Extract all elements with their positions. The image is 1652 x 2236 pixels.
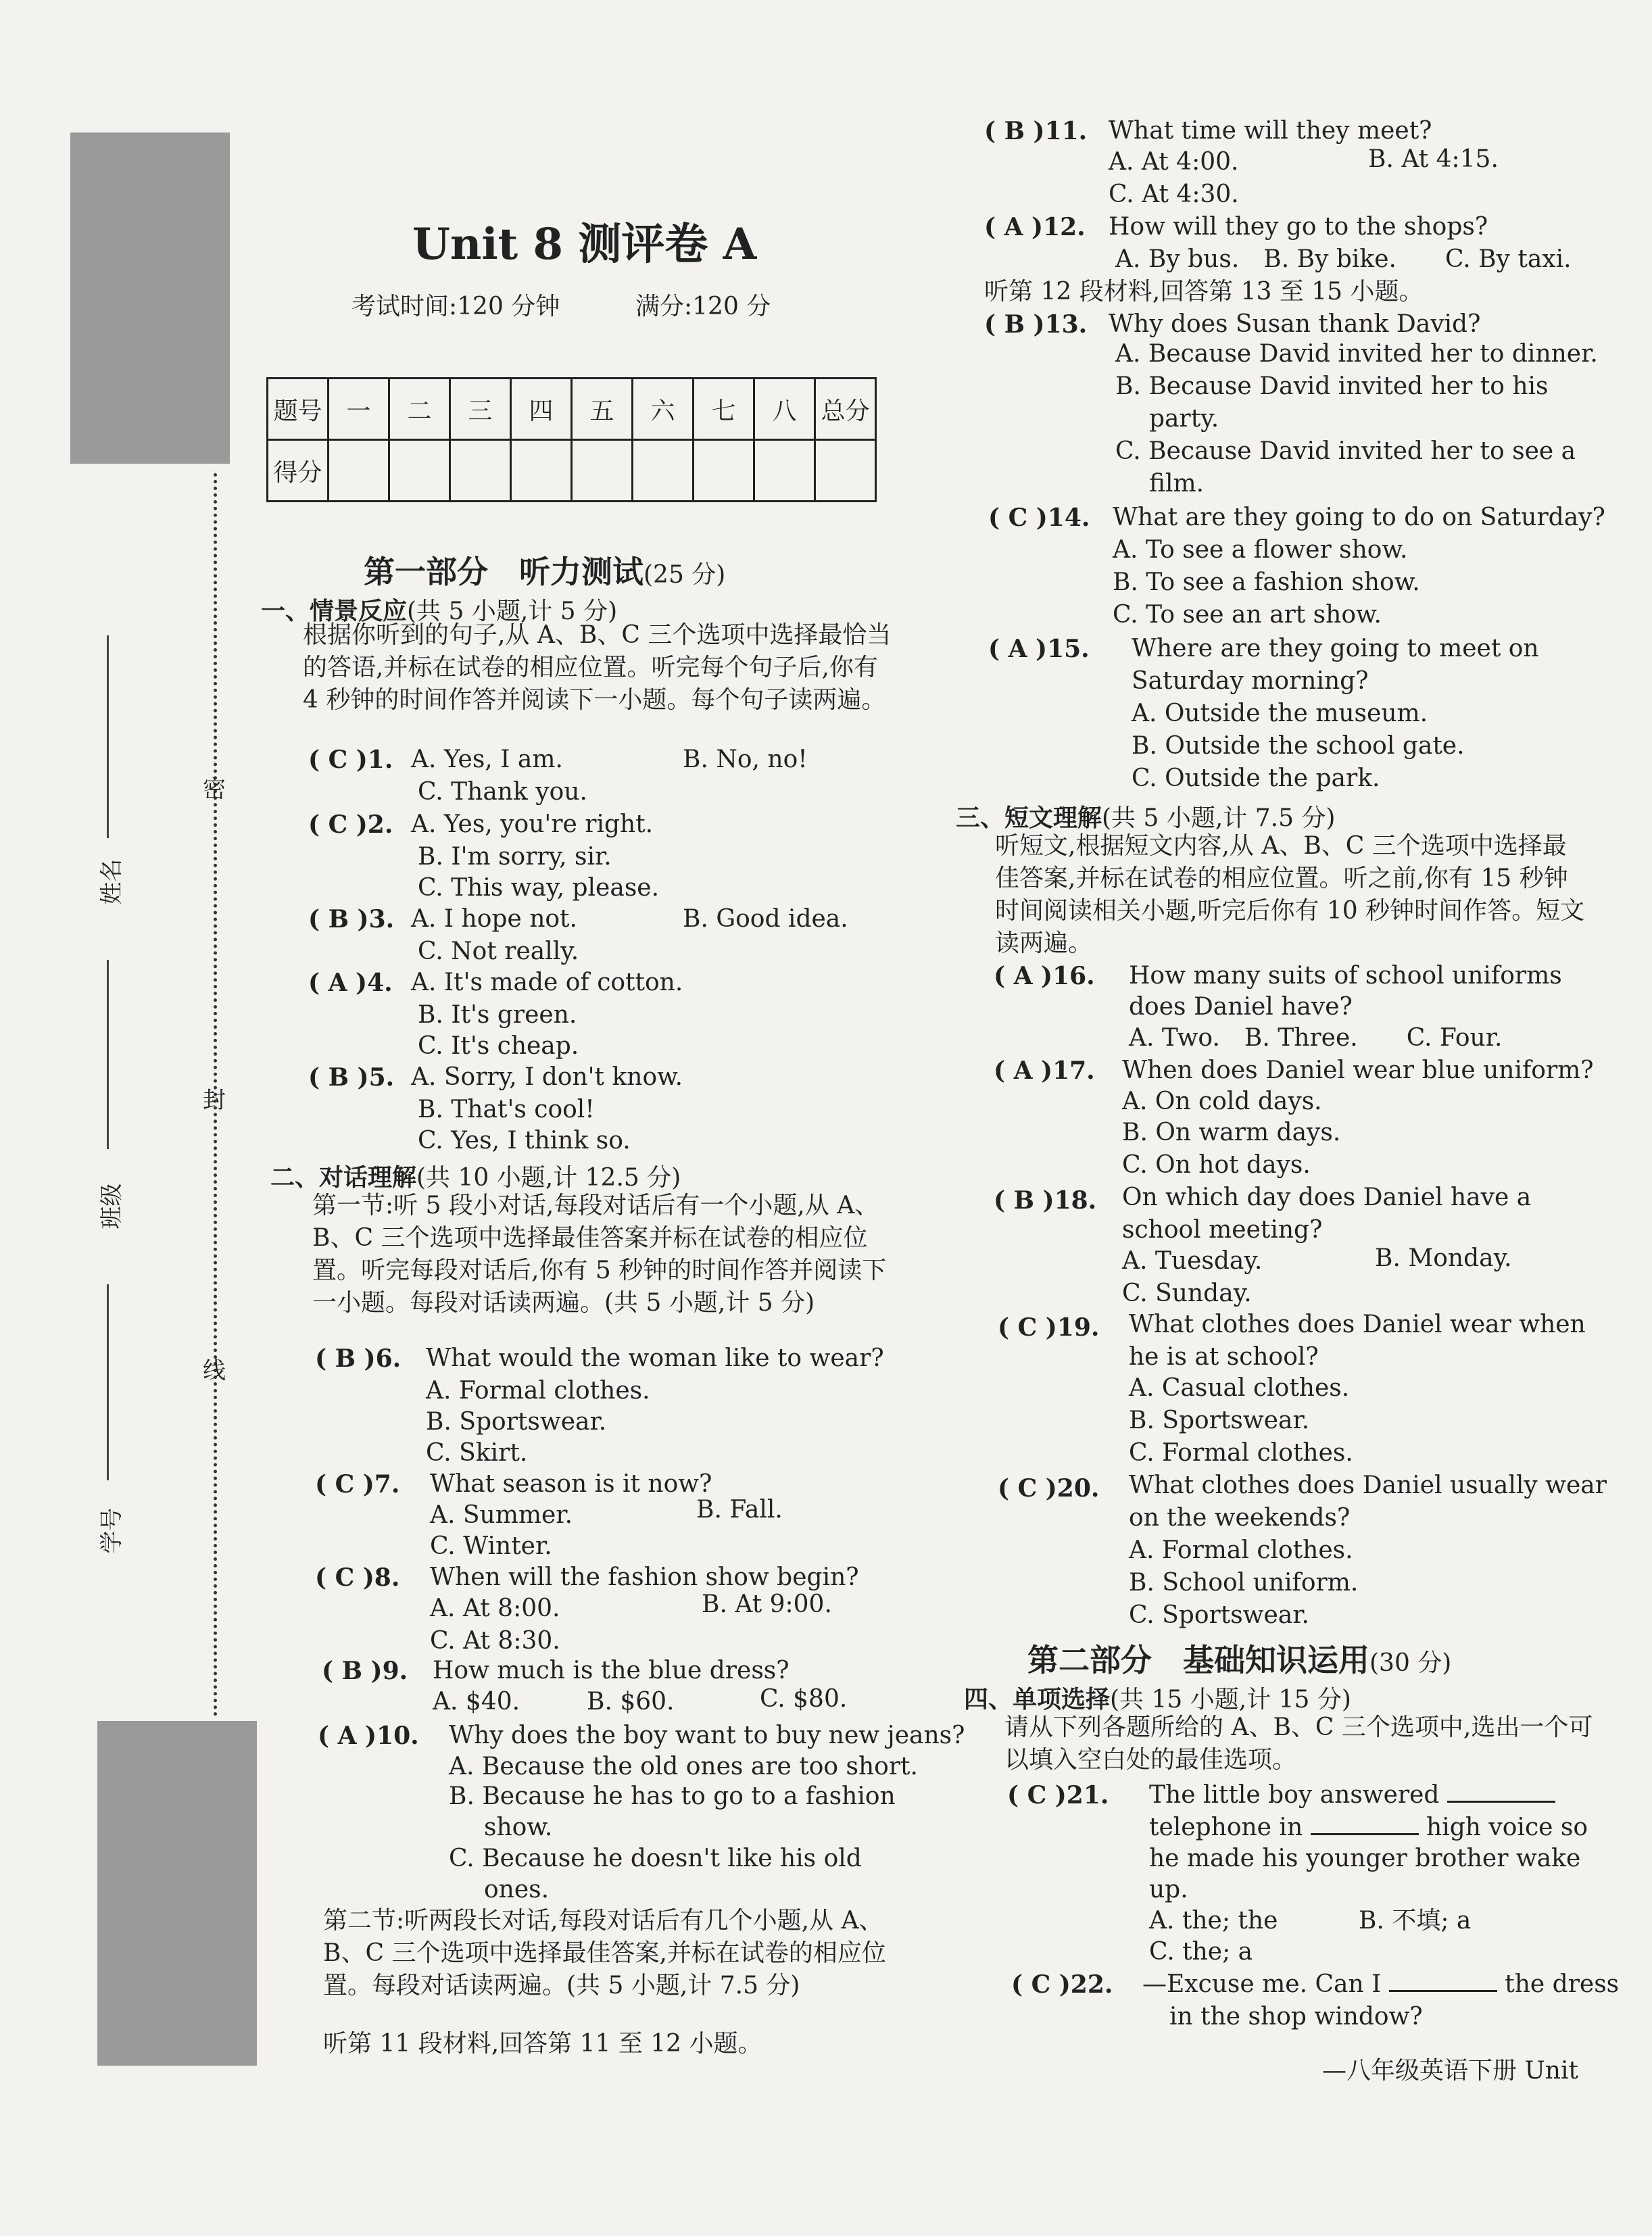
- score-cell: 七: [694, 379, 754, 440]
- q21-line-1: The little boy answered: [1149, 1779, 1555, 1812]
- part2-title: 第二部分 基础知识运用(30 分): [1027, 1642, 1452, 1678]
- q18-option-a: A. Tuesday.: [1122, 1247, 1263, 1275]
- q6-option-a: A. Formal clothes.: [426, 1377, 650, 1405]
- q8-stem: When will the fashion show begin?: [430, 1563, 859, 1591]
- q15-answer: ( A )15.: [988, 635, 1090, 663]
- q13-option-c-1: C. Because David invited her to see a: [1115, 437, 1576, 465]
- q14-stem: What are they going to do on Saturday?: [1113, 504, 1605, 531]
- q7-answer: ( C )7.: [315, 1470, 400, 1499]
- q10-answer: ( A )10.: [318, 1722, 419, 1750]
- seal-char-feng: 封: [203, 1087, 226, 1114]
- q7-option-a: A. Summer.: [430, 1501, 573, 1529]
- q13-option-c-2: film.: [1149, 470, 1205, 497]
- q7-option-c: C. Winter.: [430, 1532, 552, 1560]
- q9-option-a: A. $40.: [433, 1688, 520, 1716]
- name-line: [107, 635, 109, 838]
- q9-option-b: B. $60.: [587, 1688, 675, 1716]
- score-entry[interactable]: [511, 440, 572, 502]
- q1-option-b: B. No, no!: [683, 746, 808, 773]
- part1-title: 第一部分 听力测试(25 分): [364, 554, 726, 590]
- q18-answer: ( B )18.: [994, 1186, 1097, 1215]
- q5-option-b: B. That's cool!: [418, 1096, 595, 1123]
- q7-option-b: B. Fall.: [696, 1496, 783, 1524]
- q10-option-b-1: B. Because he has to go to a fashion: [449, 1782, 896, 1810]
- section3-heading: 三、短文理解(共 5 小题,计 7.5 分): [956, 804, 1336, 832]
- q10-option-c-1: C. Because he doesn't like his old: [449, 1845, 862, 1872]
- q19-stem-1: What clothes does Daniel wear when: [1129, 1311, 1586, 1338]
- q2-option-b: B. I'm sorry, sir.: [418, 843, 612, 871]
- q8-option-a: A. At 8:00.: [430, 1595, 560, 1622]
- score-cell: 题号: [268, 379, 329, 440]
- q8-answer: ( C )8.: [315, 1563, 400, 1592]
- q21-option-c: C. the; a: [1149, 1938, 1253, 1966]
- q6-stem: What would the woman like to wear?: [426, 1344, 884, 1372]
- q15-stem-2: Saturday morning?: [1132, 667, 1369, 695]
- q16-answer: ( A )16.: [994, 962, 1095, 990]
- q22-line-2: in the shop window?: [1169, 2003, 1423, 2031]
- q21-option-a: A. the; the: [1149, 1907, 1278, 1935]
- q19-answer: ( C )19.: [998, 1313, 1100, 1342]
- seal-char-xian: 线: [203, 1357, 226, 1384]
- page-title: Unit 8 测评卷 A: [412, 219, 757, 270]
- q17-answer: ( A )17.: [994, 1056, 1095, 1085]
- q10-option-c-2: ones.: [484, 1876, 550, 1903]
- q14-option-c: C. To see an art show.: [1113, 601, 1382, 629]
- q6-option-c: C. Skirt.: [426, 1439, 528, 1467]
- q19-option-a: A. Casual clothes.: [1129, 1374, 1350, 1402]
- class-label: 班级: [98, 1183, 126, 1230]
- q17-option-b: B. On warm days.: [1122, 1119, 1341, 1146]
- q4-answer: ( A )4.: [308, 969, 393, 997]
- q17-stem: When does Daniel wear blue uniform?: [1122, 1056, 1594, 1084]
- q20-option-c: C. Sportswear.: [1129, 1601, 1309, 1629]
- q11-stem: What time will they meet?: [1109, 117, 1432, 145]
- q4-option-b: B. It's green.: [418, 1001, 577, 1029]
- score-cell: 二: [389, 379, 450, 440]
- q2-option-c: C. This way, please.: [418, 874, 660, 902]
- q13-option-b-2: party.: [1149, 405, 1219, 433]
- score-entry[interactable]: [754, 440, 815, 502]
- q3-option-b: B. Good idea.: [683, 905, 848, 933]
- q4-option-c: C. It's cheap.: [418, 1032, 579, 1060]
- score-entry[interactable]: [572, 440, 633, 502]
- seal-char-mi: 密: [203, 776, 226, 803]
- q8-option-c: C. At 8:30.: [430, 1627, 560, 1655]
- section2-instructions-1: 第一节:听 5 段小对话,每段对话后有一个小题,从 A、B、C 三个选项中选择最佳答案并标在试卷的相应位置。听完每段对话后,你有 5 秒钟的时间作答并阅读下一小题。每段对话读两遍。(共 5 小题,计 5 分): [312, 1192, 887, 1317]
- q17-option-a: A. On cold days.: [1122, 1088, 1322, 1115]
- section2-heading: 二、对话理解(共 10 小题,计 12.5 分): [270, 1163, 681, 1192]
- q5-option-c: C. Yes, I think so.: [418, 1127, 631, 1155]
- q13-option-a: A. Because David invited her to dinner.: [1115, 340, 1598, 368]
- q21-line-2: telephone in high voice so: [1149, 1814, 1588, 1841]
- q9-answer: ( B )9.: [322, 1657, 408, 1685]
- q20-answer: ( C )20.: [998, 1474, 1100, 1503]
- q20-stem-1: What clothes does Daniel usually wear: [1129, 1472, 1607, 1499]
- q3-option-a: A. I hope not.: [411, 905, 577, 933]
- q3-option-c: C. Not really.: [418, 938, 579, 965]
- q10-stem: Why does the boy want to buy new jeans?: [449, 1722, 965, 1749]
- q10-option-b-2: show.: [484, 1814, 553, 1841]
- q13-option-b-1: B. Because David invited her to his: [1115, 372, 1549, 400]
- q7-stem: What season is it now?: [430, 1470, 712, 1498]
- q9-stem: How much is the blue dress?: [433, 1657, 789, 1684]
- score-entry[interactable]: [329, 440, 389, 502]
- q13-answer: ( B )13.: [984, 310, 1088, 339]
- material-12-note: 听第 12 段材料,回答第 13 至 15 小题。: [984, 278, 1424, 306]
- q22-line-1: —Excuse me. Can I the dress: [1142, 1970, 1620, 1998]
- q11-option-a: A. At 4:00.: [1109, 148, 1239, 176]
- q2-answer: ( C )2.: [308, 810, 393, 839]
- q14-option-a: A. To see a flower show.: [1113, 536, 1408, 564]
- name-label: 姓名: [98, 858, 126, 905]
- number-label: 学号: [98, 1507, 126, 1554]
- score-cell: 四: [511, 379, 572, 440]
- score-table: [266, 377, 877, 502]
- section1-heading: 一、情景反应(共 5 小题,计 5 分): [261, 597, 618, 625]
- q19-stem-2: he is at school?: [1129, 1343, 1319, 1371]
- q15-option-a: A. Outside the museum.: [1132, 700, 1428, 727]
- q4-option-a: A. It's made of cotton.: [411, 969, 683, 996]
- score-entry[interactable]: [815, 440, 876, 502]
- q15-stem-1: Where are they going to meet on: [1132, 635, 1539, 662]
- q1-answer: ( C )1.: [308, 746, 393, 774]
- score-entry[interactable]: [633, 440, 694, 502]
- q10-option-a: A. Because the old ones are too short.: [449, 1753, 918, 1780]
- q5-option-a: A. Sorry, I don't know.: [411, 1063, 683, 1091]
- q11-option-c: C. At 4:30.: [1109, 180, 1239, 208]
- exam-time: 考试时间:120 分钟: [351, 293, 560, 320]
- q17-option-c: C. On hot days.: [1122, 1151, 1311, 1179]
- q14-answer: ( C )14.: [988, 504, 1090, 532]
- binding-margin-top: [70, 132, 230, 464]
- q18-stem-2: school meeting?: [1122, 1216, 1323, 1244]
- q6-answer: ( B )6.: [315, 1344, 402, 1373]
- q12-stem: How will they go to the shops?: [1109, 213, 1488, 241]
- q15-option-c: C. Outside the park.: [1132, 764, 1380, 792]
- q6-option-b: B. Sportswear.: [426, 1408, 607, 1436]
- score-cell: 六: [633, 379, 694, 440]
- q16-options: A. Two. B. Three. C. Four.: [1129, 1024, 1503, 1052]
- class-line: [107, 960, 109, 1149]
- q20-option-a: A. Formal clothes.: [1129, 1536, 1353, 1564]
- q1-option-a: A. Yes, I am.: [411, 746, 563, 773]
- q21-answer: ( C )21.: [1007, 1781, 1109, 1809]
- q19-option-c: C. Formal clothes.: [1129, 1439, 1353, 1467]
- q20-stem-2: on the weekends?: [1129, 1504, 1351, 1532]
- q14-option-b: B. To see a fashion show.: [1113, 568, 1420, 596]
- q9-option-c: C. $80.: [760, 1685, 848, 1713]
- number-line: [107, 1284, 109, 1480]
- score-cell: 五: [572, 379, 633, 440]
- binding-margin-bottom: [97, 1721, 257, 2066]
- section3-instructions: 听短文,根据短文内容,从 A、B、C 三个选项中选择最佳答案,并标在试卷的相应位置。听之前,你有 15 秒钟时间阅读相关小题,听完后你有 10 秒钟时间作答。短文读两遍。: [995, 832, 1585, 957]
- q5-answer: ( B )5.: [308, 1063, 395, 1092]
- q19-option-b: B. Sportswear.: [1129, 1407, 1310, 1434]
- section4-instructions: 请从下列各题所给的 A、B、C 三个选项中,选出一个可以填入空白处的最佳选项。: [1004, 1714, 1593, 1774]
- q21-line-4: up.: [1149, 1876, 1188, 1903]
- q2-option-a: A. Yes, you're right.: [411, 810, 654, 838]
- score-entry[interactable]: [389, 440, 450, 502]
- q16-stem-2: does Daniel have?: [1129, 993, 1353, 1021]
- score-entry[interactable]: [450, 440, 511, 502]
- q18-option-b: B. Monday.: [1375, 1244, 1512, 1272]
- q1-option-c: C. Thank you.: [418, 778, 587, 806]
- full-score: 满分:120 分: [635, 293, 771, 320]
- score-cell: 三: [450, 379, 511, 440]
- score-cell: 一: [329, 379, 389, 440]
- q12-options: A. By bus. B. By bike. C. By taxi.: [1115, 245, 1572, 273]
- q11-answer: ( B )11.: [984, 117, 1088, 145]
- q21-option-b: B. 不填; a: [1359, 1907, 1472, 1935]
- q15-option-b: B. Outside the school gate.: [1132, 732, 1465, 760]
- q16-stem-1: How many suits of school uniforms: [1129, 962, 1562, 990]
- q21-line-3: he made his younger brother wake: [1149, 1845, 1581, 1872]
- section1-instructions: 根据你听到的句子,从 A、B、C 三个选项中选择最恰当的答语,并标在试卷的相应位置。听完每个句子后,你有 4 秒钟的时间作答并阅读下一小题。每个句子读两遍。: [303, 621, 892, 714]
- q8-option-b: B. At 9:00.: [702, 1590, 832, 1618]
- q11-option-b: B. At 4:15.: [1368, 145, 1499, 173]
- score-cell: 得分: [268, 440, 329, 502]
- section4-heading: 四、单项选择(共 15 小题,计 15 分): [964, 1685, 1351, 1714]
- section2-instructions-2: 第二节:听两段长对话,每段对话后有几个小题,从 A、B、C 三个选项中选择最佳答案,并标在试卷的相应位置。每段对话读两遍。(共 5 小题,计 7.5 分): [323, 1907, 886, 1999]
- score-entry[interactable]: [694, 440, 754, 502]
- q20-option-b: B. School uniform.: [1129, 1569, 1359, 1597]
- q13-stem: Why does Susan thank David?: [1109, 310, 1481, 338]
- page-footer: —八年级英语下册 Unit: [1322, 2057, 1578, 2085]
- q18-option-c: C. Sunday.: [1122, 1280, 1252, 1307]
- q18-stem-1: On which day does Daniel have a: [1122, 1184, 1532, 1211]
- score-cell: 八: [754, 379, 815, 440]
- q22-answer: ( C )22.: [1011, 1970, 1113, 1999]
- q12-answer: ( A )12.: [984, 213, 1086, 241]
- score-cell: 总分: [815, 379, 876, 440]
- q3-answer: ( B )3.: [308, 905, 395, 933]
- material-11-note: 听第 11 段材料,回答第 11 至 12 小题。: [323, 2030, 762, 2058]
